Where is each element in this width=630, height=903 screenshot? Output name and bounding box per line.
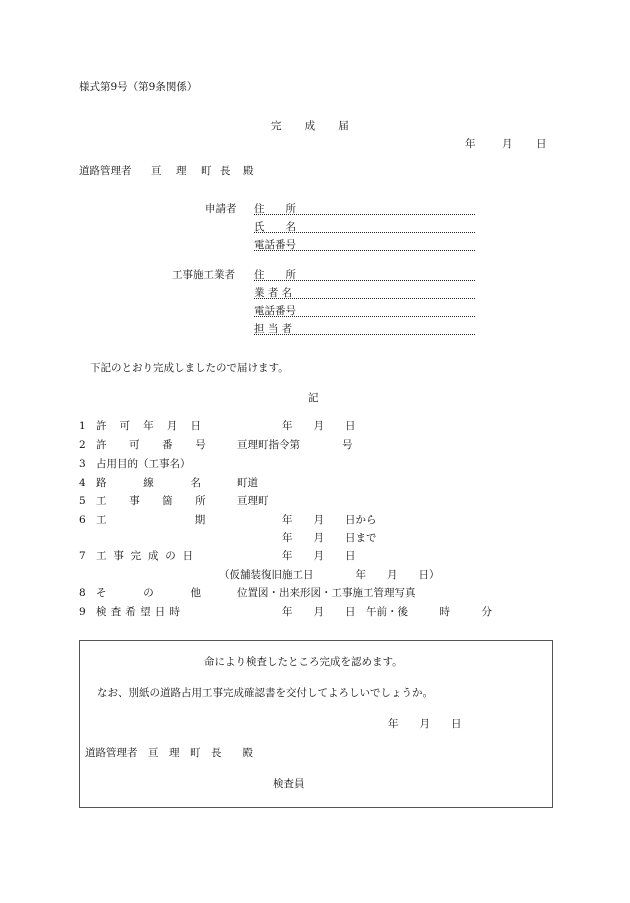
applicant-label: 申請者 xyxy=(205,203,237,215)
item-number: 2 xyxy=(79,439,86,451)
intro-text: 下記のとおり完成しましたので届けます。 xyxy=(90,362,289,374)
item-label: 許可年月日 xyxy=(96,420,215,432)
item-value: 町道 xyxy=(237,477,258,489)
item-label: 工期 xyxy=(96,514,294,526)
applicant-name-label: 氏 名 xyxy=(254,221,296,233)
contractor-company-label: 業 者 名 xyxy=(254,287,293,299)
applicant-phone-label: 電話番号 xyxy=(254,239,296,251)
addressee-name-4: 長 xyxy=(220,165,231,177)
item-value: 亘理町指令第 号 xyxy=(237,439,353,451)
contractor-phone-label: 電話番号 xyxy=(254,305,296,317)
contractor-address-line[interactable] xyxy=(254,280,475,281)
box-approval-text: 命により検査したところ完成を認めます。 xyxy=(204,656,403,668)
contractor-person-label: 担 当 者 xyxy=(254,323,293,335)
addressee-honorific: 殿 xyxy=(243,165,254,177)
contractor-label: 工事施工業者 xyxy=(172,269,235,281)
item-label: 占用目的（工事名） xyxy=(96,458,191,470)
item-label: 工事完成の日 xyxy=(96,550,200,562)
box-addressee: 道路管理者 亘 理 町 長 殿 xyxy=(85,747,253,759)
applicant-name-line[interactable] xyxy=(254,232,475,233)
box-note-text: なお、別紙の道路占用工事完成確認書を交付してよろしいでしょうか。 xyxy=(97,687,433,699)
box-date: 年 月 日 xyxy=(388,718,462,730)
item-value: 位置図・出来形図・工事施工管理写真 xyxy=(237,587,416,599)
item-value: 年 月 日 xyxy=(282,550,356,562)
item-value-2: 年 月 日まで xyxy=(282,532,377,544)
contractor-phone-line[interactable] xyxy=(254,316,475,317)
item-value-2: （仮舗装復旧施工日 年 月 日） xyxy=(219,569,440,581)
item-value: 年 月 日 午前・後 時 分 xyxy=(282,606,492,618)
item-value: 年 月 日から xyxy=(282,514,377,526)
contractor-address-label: 住 所 xyxy=(254,269,296,281)
item-number: 9 xyxy=(79,606,86,618)
applicant-address-line[interactable] xyxy=(254,214,475,215)
item-number: 5 xyxy=(79,495,86,507)
applicant-address-label: 住 所 xyxy=(254,203,296,215)
item-label: 工事箇所 xyxy=(96,495,229,507)
date-year: 年 xyxy=(465,138,476,150)
item-number: 1 xyxy=(79,420,86,432)
date-month: 月 xyxy=(502,138,513,150)
box-inspector-label: 検査員 xyxy=(273,778,305,790)
item-number: 8 xyxy=(79,587,86,599)
inspection-box xyxy=(79,640,553,808)
contractor-person-line[interactable] xyxy=(254,334,475,335)
document-title: 完 成 届 xyxy=(271,120,355,132)
addressee-name-2: 理 xyxy=(176,165,187,177)
ki-heading: 記 xyxy=(308,392,319,404)
item-value: 亘理町 xyxy=(237,495,269,507)
date-day: 日 xyxy=(536,138,547,150)
item-label: 許可番号 xyxy=(96,439,229,451)
applicant-phone-line[interactable] xyxy=(254,250,475,251)
item-number: 7 xyxy=(79,550,86,562)
form-number: 様式第9号（第9条関係） xyxy=(79,81,198,93)
addressee-role: 道路管理者 xyxy=(79,165,132,177)
item-number: 6 xyxy=(79,514,86,526)
item-value: 年 月 日 xyxy=(282,420,356,432)
addressee-name-1: 亘 xyxy=(151,165,162,177)
item-label: 路線名 xyxy=(96,477,238,489)
addressee-name-3: 町 xyxy=(201,165,212,177)
item-number: 4 xyxy=(79,477,86,489)
item-label: 検査希望日時 xyxy=(96,606,185,618)
item-number: 3 xyxy=(79,458,86,470)
item-label: その他 xyxy=(96,587,238,599)
contractor-company-line[interactable] xyxy=(254,298,475,299)
